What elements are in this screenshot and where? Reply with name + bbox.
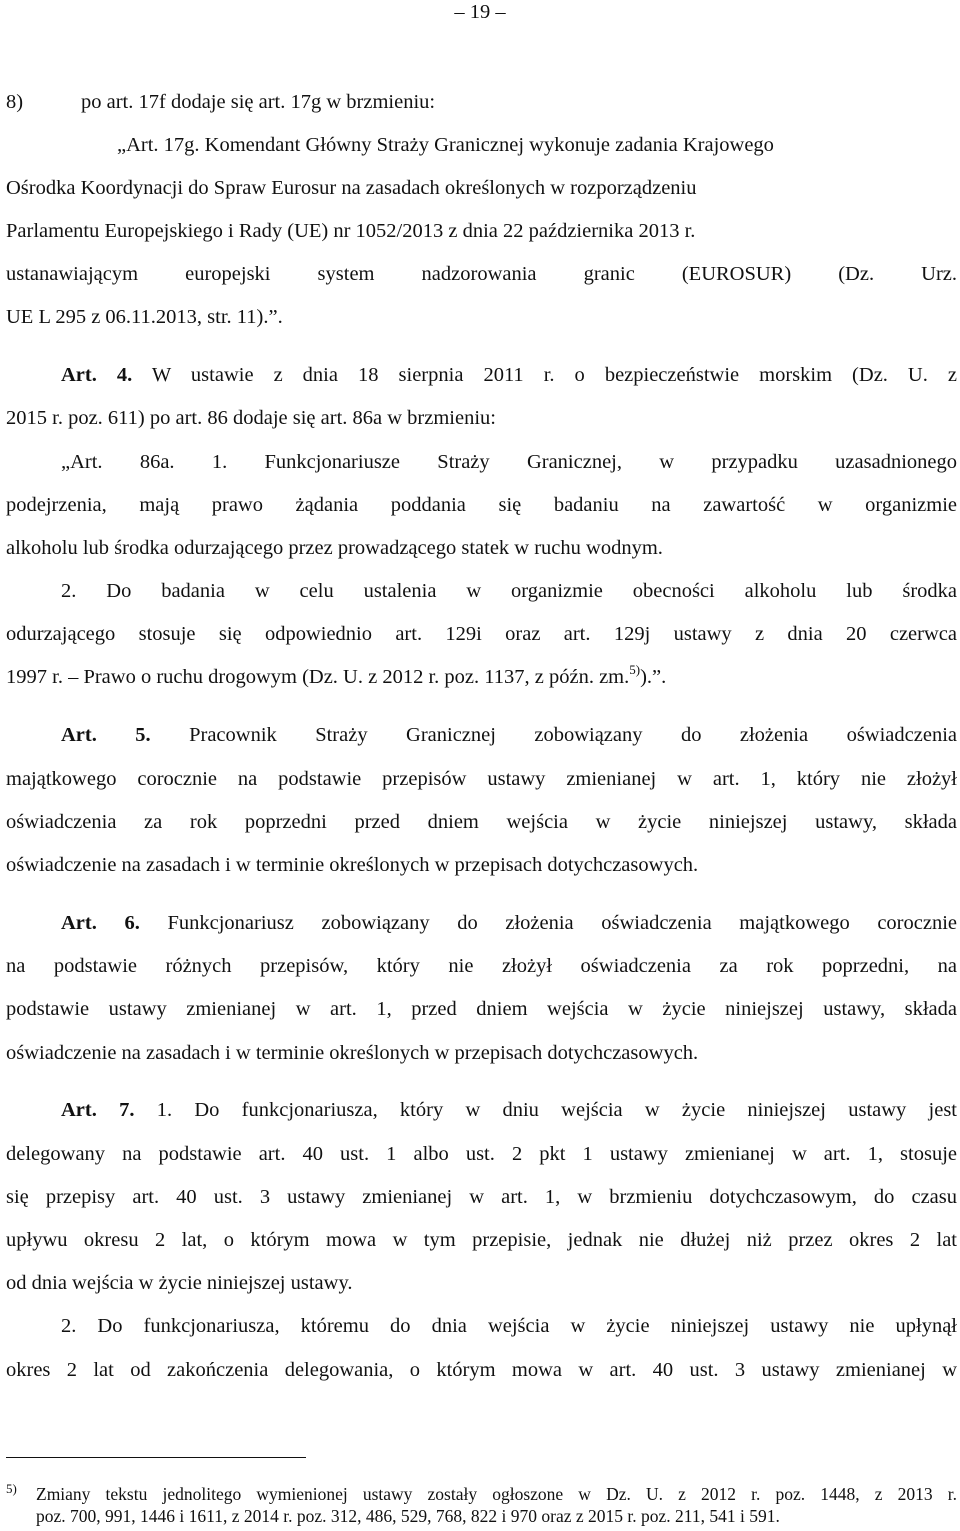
page-number: – 19 – <box>454 1 506 23</box>
footnote-line-1: Zmiany tekstu jednolitego wymienionej ustawy zostały ogłoszone w Dz. U. z 2012 r. poz. 1448, z 2013 r. <box>36 1484 957 1504</box>
footnote-mark: 5) <box>6 1481 17 1496</box>
art-86a-line-2: podejrzenia, mają prawo żądania poddania się badaniu na zawartość w organizmie <box>6 494 957 516</box>
item-8-text: po art. 17f dodaje się art. 17g w brzmieniu: <box>81 91 436 113</box>
art-7-line-2: delegowany na podstawie art. 40 ust. 1 albo ust. 2 pkt 1 ustawy zmienianej w art. 1, stosuje <box>6 1143 957 1165</box>
art-6-line-1 <box>61 910 957 936</box>
item-8-heading <box>6 89 957 115</box>
art-5-line-2: majątkowego corocznie na podstawie przepisów ustawy zmienianej w art. 1, który nie złożył <box>6 768 957 790</box>
art-17g-line-5: UE L 295 z 06.11.2013, str. 11).”. <box>6 306 283 328</box>
art-5-line-4: oświadczenie na zasadach i w terminie określonych w przepisach dotychczasowych. <box>6 854 699 876</box>
art-4-text: W ustawie z dnia 18 sierpnia 2011 r. o bezpieczeństwie morskim (Dz. U. z <box>151 364 957 386</box>
art-5-text: Pracownik Straży Granicznej zobowiązany do złożenia oświadczenia <box>189 724 958 746</box>
art-17g-line-2: Ośrodka Koordynacji do Spraw Eurosur na zasadach określonych w rozporządzeniu <box>6 177 697 199</box>
art-5-line-3: oświadczenia za rok poprzedni przed dniem wejścia w życie niniejszej ustawy, składa <box>6 811 957 833</box>
art-86a-p2-text: 1997 r. – Prawo o ruchu drogowym (Dz. U. z 2012 r. poz. 1137, z późn. zm. <box>6 666 630 688</box>
art-4-line-1 <box>61 362 957 388</box>
art-4-line-2: 2015 r. poz. 611) po art. 86 dodaje się art. 86a w brzmieniu: <box>6 407 496 429</box>
art-17g-line-4: ustanawiającym europejski system nadzorowania granic (EUROSUR) (Dz. Urz. <box>6 263 957 285</box>
art-7-line-3: się przepisy art. 40 ust. 3 ustawy zmienianej w art. 1, w brzmieniu dotychczasowym, do czasu <box>6 1186 957 1208</box>
art-6-line-2: na podstawie różnych przepisów, który nie złożył oświadczenia za rok poprzedni, na <box>6 955 957 977</box>
footnote-reference[interactable]: 5) <box>629 662 641 677</box>
art-17g-line-1: „Art. 17g. Komendant Główny Straży Granicznej wykonuje zadania Krajowego <box>117 134 774 156</box>
art-6-label: Art. 6. <box>61 912 140 934</box>
art-7-p2-line-2: okres 2 lat od zakończenia delegowania, o którym mowa w art. 40 ust. 3 ustawy zmienianej w <box>6 1359 957 1381</box>
art-7-line-4: upływu okresu 2 lat, o którym mowa w tym przepisie, jednak nie dłużej niż przez okres 2 lat <box>6 1229 957 1251</box>
art-6-line-4: oświadczenie na zasadach i w terminie określonych w przepisach dotychczasowych. <box>6 1042 699 1064</box>
art-86a-line-3: alkoholu lub środka odurzającego przez prowadzącego statek w ruchu wodnym. <box>6 537 663 559</box>
art-6-line-3: podstawie ustawy zmienianej w art. 1, przed dniem wejścia w życie niniejszej ustawy, składa <box>6 998 957 1020</box>
art-86a-line-1: „Art. 86a. 1. Funkcjonariusze Straży Granicznej, w przypadku uzasadnionego <box>61 451 957 473</box>
art-86a-p2-line-2: odurzającego stosuje się odpowiednio art. 129i oraz art. 129j ustawy z dnia 20 czerwca <box>6 623 957 645</box>
art-17g-line-3: Parlamentu Europejskiego i Rady (UE) nr 1052/2013 z dnia 22 października 2013 r. <box>6 220 696 242</box>
art-86a-p2-line-1: 2. Do badania w celu ustalenia w organizmie obecności alkoholu lub środka <box>61 580 957 602</box>
art-86a-p2-end: ).”. <box>640 666 667 688</box>
art-4-label: Art. 4. <box>61 364 133 386</box>
art-5-line-1 <box>61 722 957 748</box>
art-7-line-5: od dnia wejścia w życie niniejszej ustawy. <box>6 1272 353 1294</box>
art-7-p2-line-1: 2. Do funkcjonariusza, któremu do dnia wejścia w życie niniejszej ustawy nie upłynął <box>61 1315 957 1337</box>
art-6-text: Funkcjonariusz zobowiązany do złożenia oświadczenia majątkowego corocznie <box>167 912 957 934</box>
art-7-line-1 <box>61 1097 957 1123</box>
art-7-text: 1. Do funkcjonariusza, który w dniu wejścia w życie niniejszej ustawy jest <box>156 1099 958 1121</box>
footnote-separator <box>6 1457 306 1458</box>
item-8-prefix: 8) <box>6 91 24 113</box>
art-5-label: Art. 5. <box>61 724 151 746</box>
footnote-line-2: poz. 700, 991, 1446 i 1611, z 2014 r. poz. 312, 486, 529, 768, 822 i 970 oraz z 2015 r. poz. 211, 541 i 591. <box>36 1506 780 1526</box>
art-86a-p2-line-3 <box>6 664 957 692</box>
art-7-label: Art. 7. <box>61 1099 135 1121</box>
